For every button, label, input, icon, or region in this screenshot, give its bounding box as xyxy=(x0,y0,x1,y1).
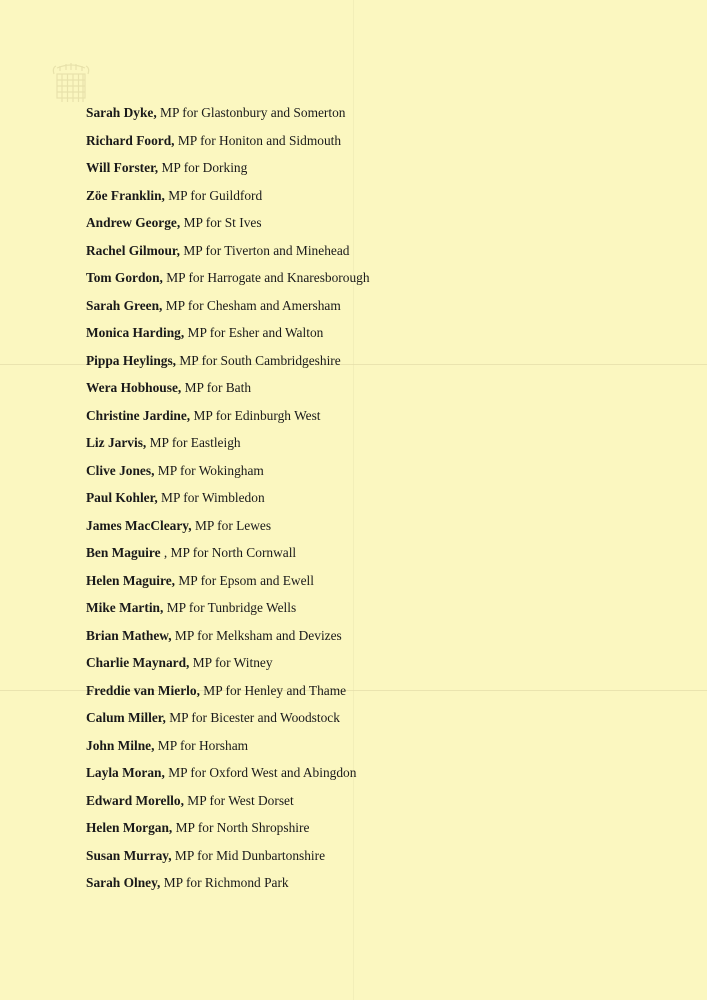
list-item xyxy=(86,379,370,407)
portcullis-crest-icon xyxy=(52,62,90,108)
list-item xyxy=(86,764,370,792)
list-item xyxy=(86,792,370,820)
mp-name: Paul Kohler, xyxy=(86,490,158,505)
list-item xyxy=(86,187,370,215)
mp-name: Ben Maguire xyxy=(86,545,161,560)
mp-name: Christine Jardine, xyxy=(86,407,191,423)
mp-name: Sarah Olney, xyxy=(86,875,161,890)
list-item xyxy=(86,517,370,545)
mp-name: Charlie Maynard, xyxy=(86,655,190,670)
list-item xyxy=(86,489,370,517)
list-item xyxy=(86,242,370,270)
mp-constituency: MP for Bath xyxy=(181,380,252,395)
list-item xyxy=(86,159,370,187)
list-item xyxy=(86,297,370,325)
mp-constituency: MP for West Dorset xyxy=(183,792,294,808)
mp-constituency: MP for Oxford West and Abingdon xyxy=(164,765,357,780)
mp-name: Sarah Dyke, xyxy=(86,105,157,120)
mp-constituency: MP for Wimbledon xyxy=(157,490,265,505)
mp-name: Richard Foord, xyxy=(86,132,175,148)
mp-constituency: MP for Wokingham xyxy=(154,462,264,478)
mp-name: Zöe Franklin, xyxy=(86,187,165,203)
list-item xyxy=(86,572,370,600)
mp-constituency: MP for Mid Dunbartonshire xyxy=(171,847,326,863)
mp-name: Will Forster, xyxy=(86,160,159,175)
mp-name: Pippa Heylings, xyxy=(86,352,177,368)
mp-constituency: MP for Richmond Park xyxy=(160,875,289,890)
mp-constituency: MP for St Ives xyxy=(180,215,262,230)
mp-constituency: MP for Lewes xyxy=(191,517,272,533)
mp-list xyxy=(86,104,370,902)
list-item xyxy=(86,352,370,380)
mp-name: Brian Mathew, xyxy=(86,627,172,643)
mp-name: Rachel Gilmour, xyxy=(86,242,180,258)
mp-constituency: MP for Bicester and Woodstock xyxy=(165,710,340,725)
mp-constituency: MP for Dorking xyxy=(158,160,248,175)
list-item xyxy=(86,874,370,902)
mp-constituency: MP for Henley and Thame xyxy=(199,682,347,698)
mp-name: John Milne, xyxy=(86,737,155,753)
mp-name: Susan Murray, xyxy=(86,847,172,863)
mp-name: Mike Martin, xyxy=(86,600,164,615)
mp-constituency: MP for Harrogate and Knaresborough xyxy=(162,270,370,285)
mp-name: Liz Jarvis, xyxy=(86,435,147,450)
mp-name: Helen Morgan, xyxy=(86,820,173,835)
mp-name: Clive Jones, xyxy=(86,462,155,478)
mp-constituency: MP for Horsham xyxy=(154,737,249,753)
mp-constituency: MP for Glastonbury and Somerton xyxy=(156,105,346,120)
list-item xyxy=(86,654,370,682)
mp-constituency: MP for Eastleigh xyxy=(146,435,241,450)
list-item xyxy=(86,132,370,160)
list-item xyxy=(86,462,370,490)
list-item xyxy=(86,737,370,765)
mp-name: Edward Morello, xyxy=(86,792,184,808)
mp-constituency: MP for Esher and Walton xyxy=(184,325,324,340)
list-item xyxy=(86,682,370,710)
mp-name: Calum Miller, xyxy=(86,710,166,725)
list-item xyxy=(86,709,370,737)
list-item xyxy=(86,104,370,132)
mp-constituency: MP for Edinburgh West xyxy=(190,407,321,423)
mp-constituency: MP for South Cambridgeshire xyxy=(176,352,341,368)
mp-name: Helen Maguire, xyxy=(86,572,176,588)
mp-constituency: MP for Tunbridge Wells xyxy=(163,600,297,615)
mp-name: Freddie van Mierlo, xyxy=(86,682,200,698)
list-item xyxy=(86,599,370,627)
mp-name: Sarah Green, xyxy=(86,297,163,313)
list-item xyxy=(86,819,370,847)
mp-constituency: MP for North Shropshire xyxy=(172,820,310,835)
mp-constituency: MP for Guildford xyxy=(164,187,263,203)
list-item xyxy=(86,407,370,435)
mp-constituency: MP for Tiverton and Minehead xyxy=(179,242,350,258)
list-item xyxy=(86,269,370,297)
mp-name: Layla Moran, xyxy=(86,765,165,780)
mp-constituency: MP for Epsom and Ewell xyxy=(175,572,314,588)
list-item xyxy=(86,847,370,875)
mp-constituency: MP for Melksham and Devizes xyxy=(171,627,342,643)
mp-constituency: , MP for North Cornwall xyxy=(160,545,297,560)
list-item xyxy=(86,324,370,352)
list-item xyxy=(86,214,370,242)
mp-constituency: MP for Chesham and Amersham xyxy=(162,297,341,313)
list-item xyxy=(86,434,370,462)
mp-name: James MacCleary, xyxy=(86,517,192,533)
mp-constituency: MP for Witney xyxy=(189,655,273,670)
mp-name: Monica Harding, xyxy=(86,325,185,340)
mp-constituency: MP for Honiton and Sidmouth xyxy=(174,132,342,148)
mp-name: Tom Gordon, xyxy=(86,270,163,285)
mp-name: Andrew George, xyxy=(86,215,181,230)
list-item xyxy=(86,627,370,655)
list-item xyxy=(86,544,370,572)
mp-name: Wera Hobhouse, xyxy=(86,380,182,395)
